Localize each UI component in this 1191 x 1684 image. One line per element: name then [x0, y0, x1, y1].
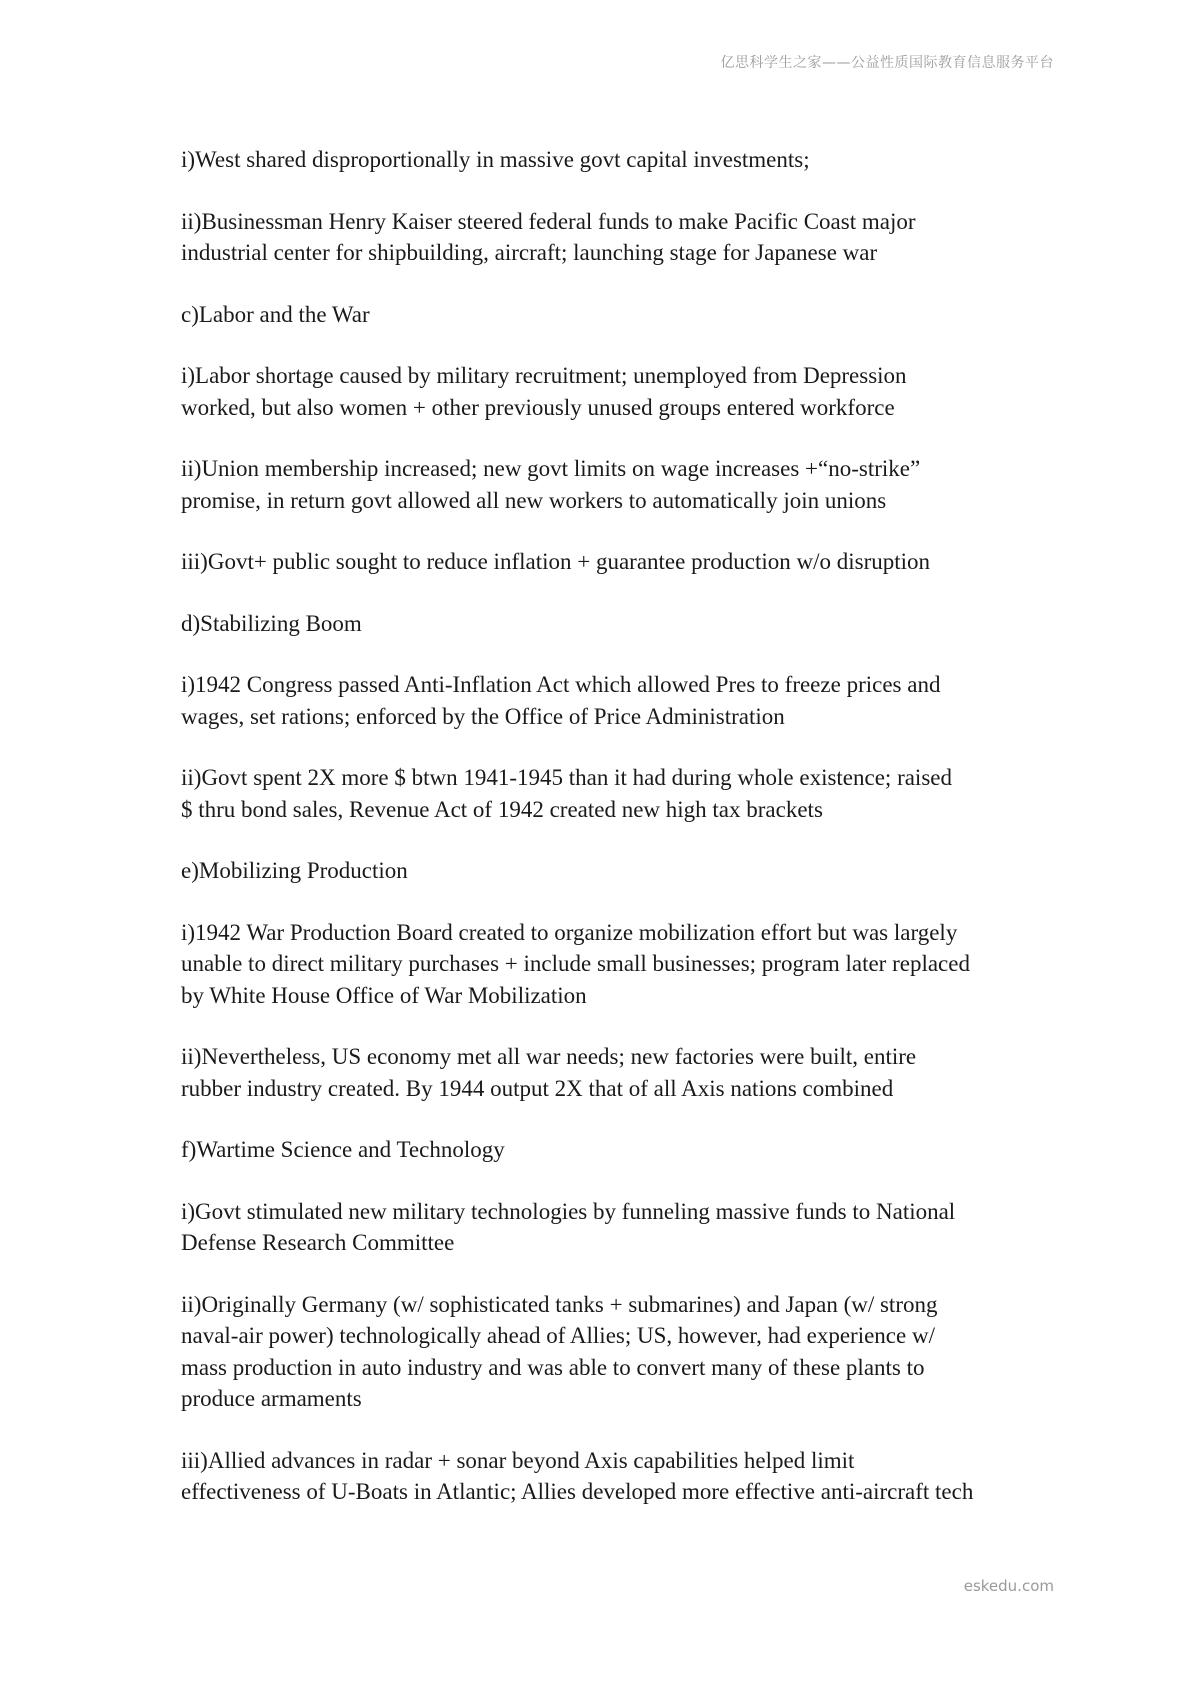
page-header-site-text: 亿思科学生之家——公益性质国际教育信息服务平台 — [720, 55, 1054, 71]
paragraph: ii)Nevertheless, US economy met all war needs; new factories were built, entire rubber industry created. By 1944 output 2X that of all Axis nations combined — [181, 1044, 917, 1101]
section-heading: f)Wartime Science and Technology — [181, 1137, 505, 1162]
document-body — [181, 144, 1041, 1538]
paragraph: i)Govt stimulated new military technologies by funneling massive funds to National Defense Research Committee — [181, 1198, 956, 1255]
paragraph: ii)Govt spent 2X more $ btwn 1941-1945 than it had during whole existence; raised $ thru bond sales, Revenue Act of 1942 created new high tax brackets — [181, 765, 952, 822]
section-heading: c)Labor and the War — [181, 301, 370, 327]
paragraph: i)West shared disproportionally in massive govt capital investments; — [181, 147, 810, 172]
paragraph: iii)Allied advances in radar + sonar beyond Axis capabilities helped limit effectiveness of U-Boats in Atlantic; Allies developed more effective anti-aircraft tech — [181, 1447, 974, 1504]
section-heading: d)Stabilizing Boom — [181, 610, 362, 636]
paragraph: i)1942 Congress passed Anti-Inflation Act which allowed Pres to freeze prices and wages, set rations; enforced by the Office of Price Administration — [181, 672, 941, 729]
page-footer-site-url: eskedu.com — [963, 1577, 1054, 1595]
section-heading: e)Mobilizing Production — [181, 858, 408, 883]
paragraph: ii)Businessman Henry Kaiser steered federal funds to make Pacific Coast major industrial center for shipbuilding, aircraft; launching stage for Japanese war — [181, 208, 916, 265]
paragraph: i)1942 War Production Board created to organize mobilization effort but was largely unable to direct military purchases + include small businesses; program later replaced by White House Office of War Mobilization — [181, 919, 970, 1008]
paragraph: iii)Govt+ public sought to reduce inflation + guarantee production w/o disruption — [181, 549, 931, 574]
paragraph: i)Labor shortage caused by military recruitment; unemployed from Depression worked, but also women + other previously unused groups entered workforce — [181, 363, 907, 420]
paragraph: ii)Originally Germany (w/ sophisticated tanks + submarines) and Japan (w/ strong naval-air power) technologically ahead of Allies; US, however, had experience w/ mass production in auto industry and was able to convert many of these plants to produce armaments — [181, 1291, 938, 1411]
paragraph: ii)Union membership increased; new govt limits on wage increases +“no-strike” promise, in return govt allowed all new workers to automatically join unions — [181, 456, 921, 513]
